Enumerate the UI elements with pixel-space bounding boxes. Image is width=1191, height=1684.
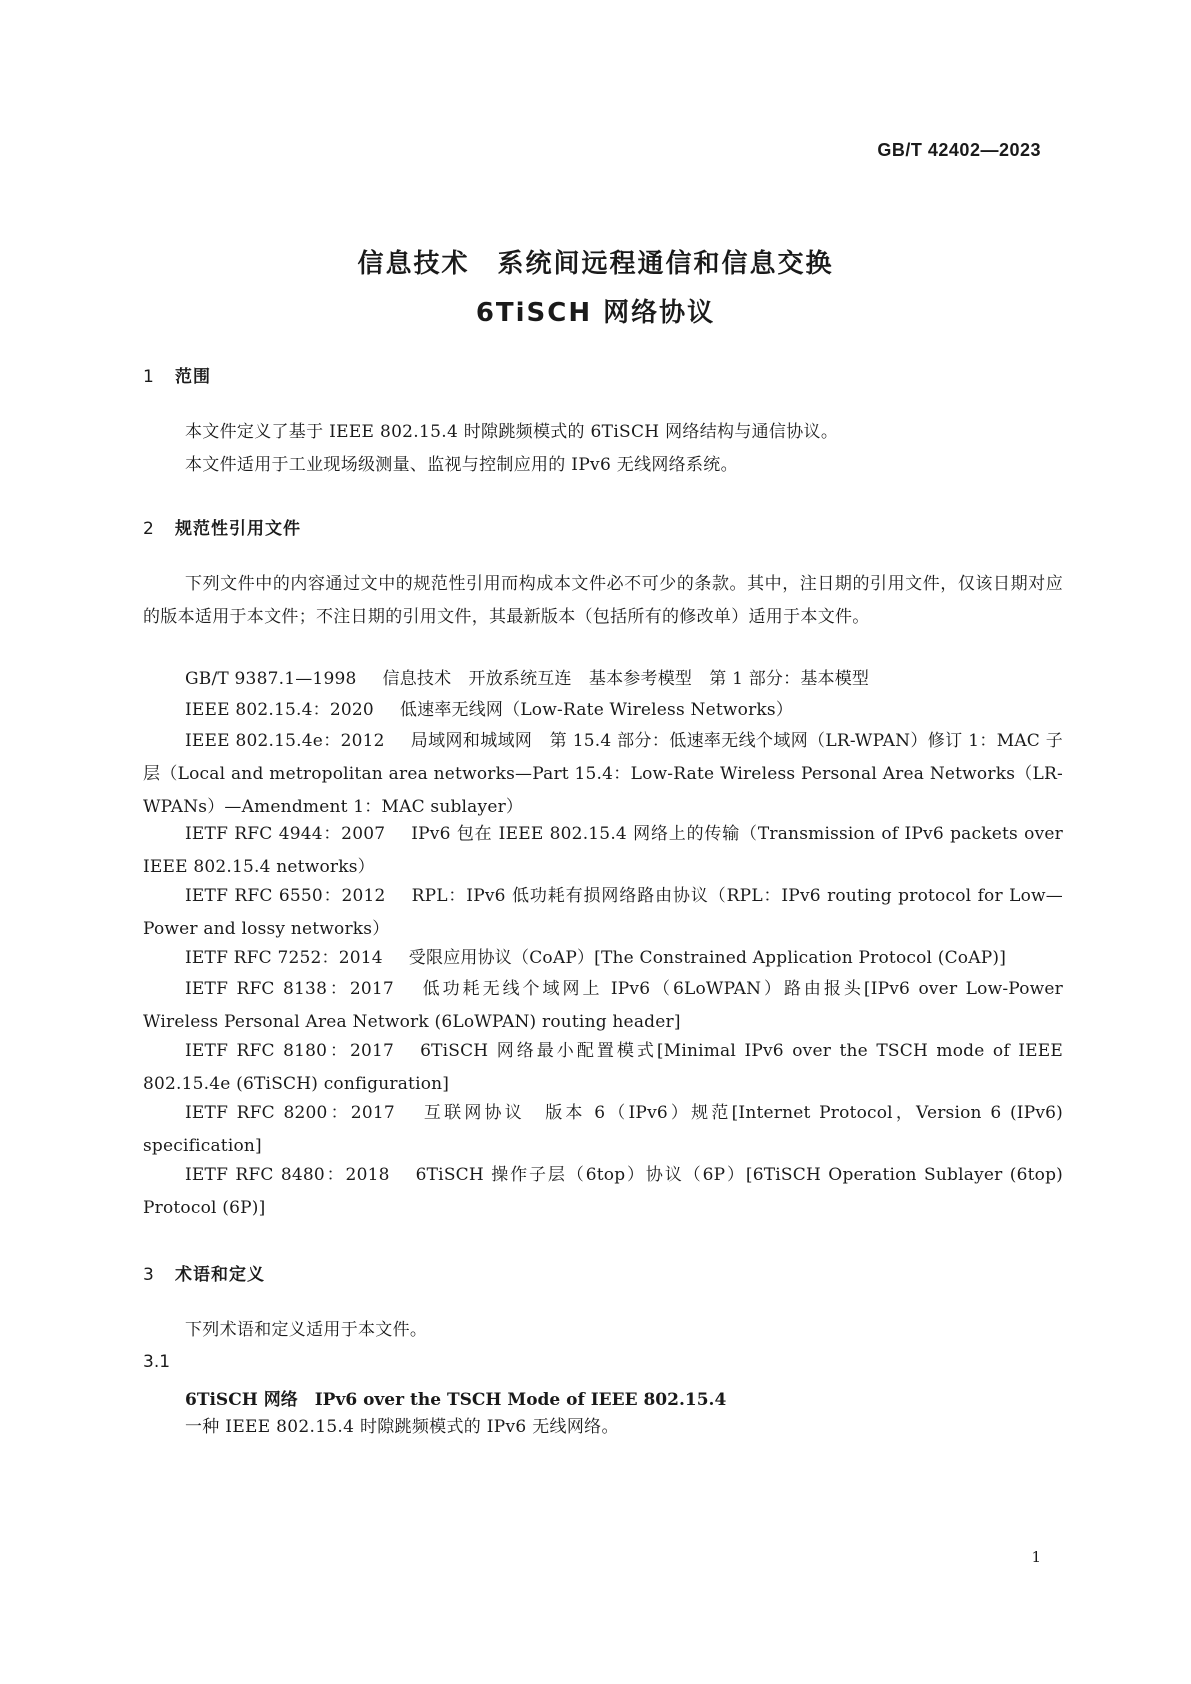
section-number: 3 [143, 1265, 155, 1285]
reference-item [143, 1097, 1063, 1163]
scope-paragraph-2 [143, 449, 1063, 482]
section-3-heading [143, 1260, 265, 1285]
section-1-heading [143, 362, 211, 387]
section-number: 1 [143, 367, 155, 387]
paragraph-text: 本文件定义了基于 IEEE 802.15.4 时隙跳频模式的 6TiSCH 网络结构与通信协议。 [185, 422, 839, 442]
term-title: 6TiSCH 网络 IPv6 over the TSCH Mode of IEEE 802.15.4 [185, 1390, 727, 1410]
document-title-line-1: 信息技术 系统间远程通信和信息交换 [357, 249, 834, 279]
section-title: 范围 [175, 367, 211, 387]
paragraph-text: 下列文件中的内容通过文中的规范性引用而构成本文件必不可少的条款。其中，注日期的引用文件，仅该日期对应的版本适用于本文件；不注日期的引用文件，其最新版本（包括所有的修改单）适用于本文件。 [143, 574, 1063, 627]
document-title-line-2: 6TiSCH 网络协议 [475, 298, 716, 328]
reference-item [143, 818, 1063, 884]
reference-title: 低功耗无线个域网上 IPv6（6LoWPAN）路由报头[IPv6 over Low-Power Wireless Personal Area Network (6LoWPAN) routing header] [143, 979, 1063, 1032]
reference-title: RPL：IPv6 低功耗有损网络路由协议（RPL：IPv6 routing protocol for Low—Power and lossy networks） [143, 886, 1063, 939]
reference-title: 局域网和城域网 第 15.4 部分：低速率无线个域网（LR-WPAN）修订 1：MAC 子层（Local and metropolitan area networks—Part 15.4：Low-Rate Wireless Personal Area Networks（LR-WPANs）—Amendment 1：MAC sublayer） [143, 731, 1063, 817]
section-2-heading [143, 514, 301, 539]
section-title: 术语和定义 [175, 1265, 265, 1285]
section-title: 规范性引用文件 [175, 519, 301, 539]
reference-title: 受限应用协议（CoAP）[The Constrained Application Protocol (CoAP)] [408, 948, 1007, 968]
reference-title: 6TiSCH 网络最小配置模式[Minimal IPv6 over the TSCH mode of IEEE 802.15.4e (6TiSCH) configuration] [143, 1041, 1063, 1094]
reference-item [143, 942, 1063, 975]
standard-code: GB/T 42402—2023 [877, 140, 1041, 160]
scope-paragraph-1 [143, 416, 1063, 449]
reference-code: IEEE 802.15.4e：2012 [185, 731, 385, 751]
term-definition [143, 1411, 1063, 1444]
reference-item [143, 725, 1063, 824]
page-number: 1 [1031, 1548, 1041, 1566]
reference-title: 信息技术 开放系统互连 基本参考模型 第 1 部分：基本模型 [382, 669, 870, 689]
reference-code: IETF RFC 4944：2007 [185, 824, 386, 844]
reference-code: IETF RFC 6550：2012 [185, 886, 386, 906]
reference-code: IETF RFC 8200：2017 [185, 1103, 395, 1123]
reference-item [143, 1035, 1063, 1101]
paragraph-text: 一种 IEEE 802.15.4 时隙跳频模式的 IPv6 无线网络。 [185, 1417, 619, 1437]
reference-code: GB/T 9387.1—1998 [185, 669, 357, 689]
reference-item [143, 694, 1063, 727]
reference-code: IEEE 802.15.4：2020 [185, 700, 374, 720]
reference-code: IETF RFC 8138：2017 [185, 979, 394, 999]
reference-item [143, 973, 1063, 1039]
reference-title: 低速率无线网（Low-Rate Wireless Networks） [399, 700, 794, 720]
reference-title: IPv6 包在 IEEE 802.15.4 网络上的传输（Transmission of IPv6 packets over IEEE 802.15.4 networks） [143, 824, 1063, 877]
normative-references-intro [143, 568, 1063, 634]
terms-intro [143, 1314, 1063, 1347]
reference-code: IETF RFC 7252：2014 [185, 948, 383, 968]
reference-item [143, 880, 1063, 946]
paragraph-text: 下列术语和定义适用于本文件。 [185, 1320, 428, 1340]
paragraph-text: 本文件适用于工业现场级测量、监视与控制应用的 IPv6 无线网络系统。 [185, 455, 738, 475]
reference-title: 互联网协议 版本 6（IPv6）规范[Internet Protocol，Version 6 (IPv6) specification] [143, 1103, 1063, 1156]
term-number: 3.1 [143, 1352, 171, 1372]
section-number: 2 [143, 519, 155, 539]
reference-item [143, 1159, 1063, 1225]
reference-code: IETF RFC 8480：2018 [185, 1165, 390, 1185]
reference-item [143, 663, 1063, 696]
reference-title: 6TiSCH 操作子层（6top）协议（6P）[6TiSCH Operation Sublayer (6top) Protocol (6P)] [143, 1165, 1063, 1218]
reference-code: IETF RFC 8180：2017 [185, 1041, 395, 1061]
